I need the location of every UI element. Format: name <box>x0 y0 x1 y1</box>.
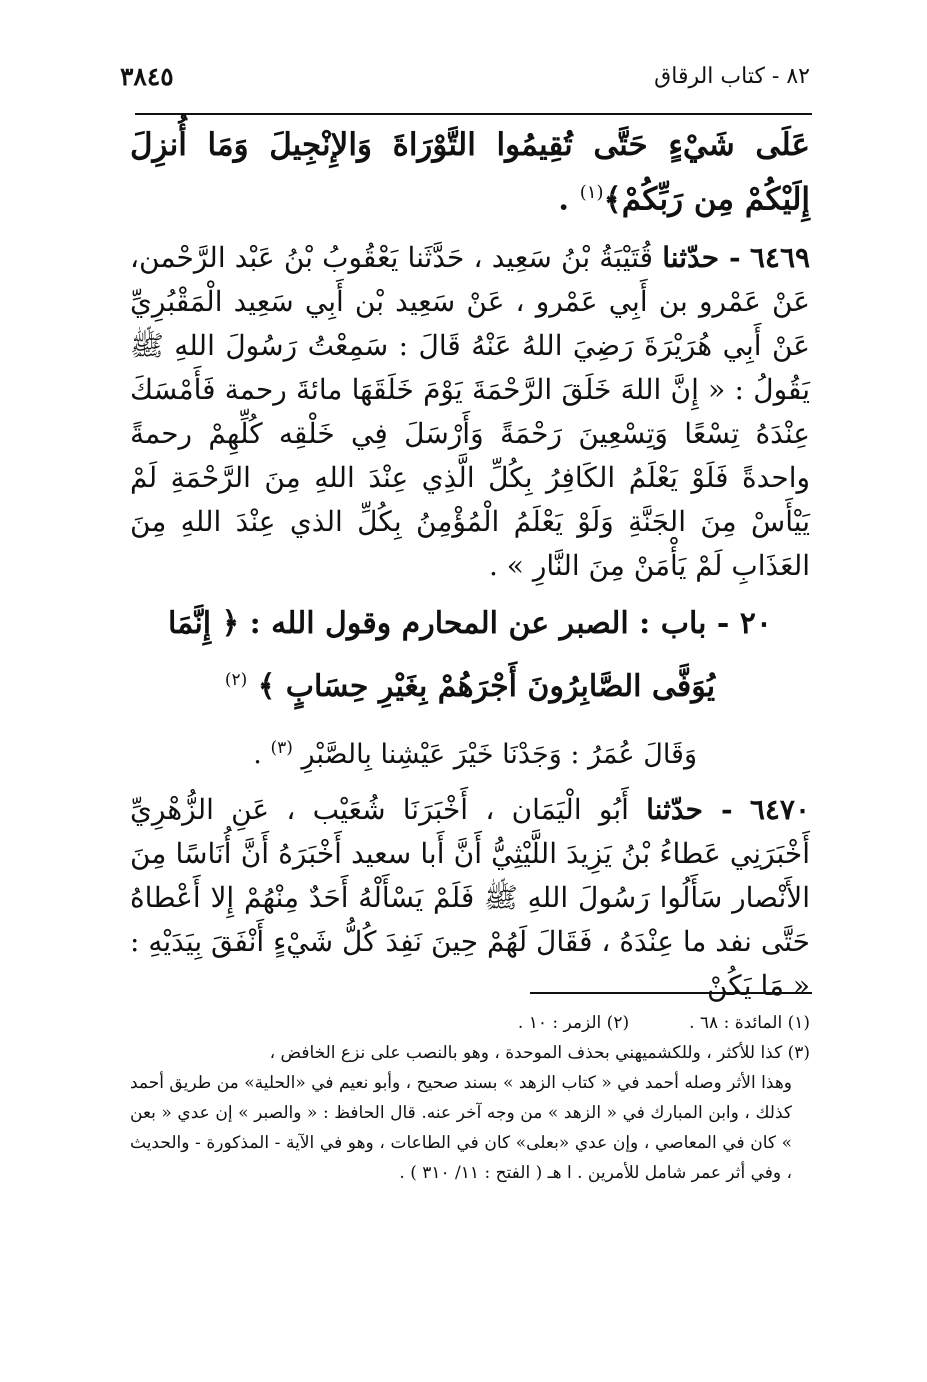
footnote-row <box>130 1008 810 1038</box>
hadith-lead: - حدّثنا <box>662 241 741 274</box>
hadith-text: أَبُو الْيَمَان ، أَخْبَرَنَا شُعَيْب ، عَنِ الزُّهْرِيِّ أَخْبَرَنِي عَطاءُ بْنُ يَزِيدَ اللَّيْثِيُّ أَنَّ أَبا سعيد أَخْبَرَهُ أَنَّ أُنَاسًا مِنَ الأَنْصار سَأَلُوا رَسُولَ اللهِ ﷺ فَلَمْ يَسْأَلْهُ أَحَدٌ مِنْهُمْ إِلا أَعْطاهُ حَتَّى نفد ما عِنْدَهُ ، فَقَالَ لَهُمْ حِينَ نَفِدَ كُلُّ شَيْءٍ أَنْفَقَ بِيَدَيْهِ : « مَا يَكُنْ <box>130 793 810 1002</box>
hadith-6470 <box>130 788 810 1008</box>
quote-text: وَقَالَ عُمَرُ : وَجَدْنَا خَيْرَ عَيْشِنا بِالصَّبْرِ <box>301 739 697 770</box>
footnote-ref: (١) <box>579 182 604 203</box>
hadith-6469 <box>130 236 810 588</box>
hadith-text: قُتَيْبَةُ بْنُ سَعِيد ، حَدَّثَنا يَعْقُوبُ بْنُ عَبْد الرَّحْمن، عَنْ عَمْرو بن أَبِي عَمْرو ، عَنْ سَعِيد بْن أَبِي سَعِيد الْمَقْبُرِيِّ عَنْ أَبِي هُرَيْرَةَ رَضِيَ اللهُ عَنْهُ قَالَ : سَمِعْتُ رَسُولَ اللهِ ﷺ يَقُولُ : « إِنَّ اللهَ خَلَقَ الرَّحْمَةَ يَوْمَ خَلَقَهَا مائةَ رحمة فَأَمْسَكَ عِنْدَهُ تِسْعًا وَتِسْعِينَ رَحْمَةً وَأَرْسَلَ فِي خَلْقِه كُلِّهِمْ رحمةً واحدةً فَلَوْ يَعْلَمُ الكَافِرُ بِكُلِّ الَّذِي عِنْدَ اللهِ مِنَ الرَّحْمَةِ لَمْ يَيْأَسْ مِنَ الجَنَّةِ وَلَوْ يَعْلَمُ الْمُؤْمِنُ بِكُلِّ الذي عِنْدَ اللهِ مِنَ العَذَابِ لَمْ يَأْمَنْ مِنَ النَّارِ » . <box>130 241 810 582</box>
page-header <box>120 62 810 102</box>
header-divider <box>135 113 812 115</box>
footnote-3-body: وهذا الأثر وصله أحمد في « كتاب الزهد » بسند صحيح ، وأبو نعيم في «الحلية» من طريق أحمد كذلك ، وابن المبارك في « الزهد » من وجه آخر عنه. قال الحافظ : « والصبر » إن عدي « بعن » كان في المعاصي ، وإن عدي «بعلى» كان في الطاعات ، وهو في الآية - المذكورة - والحديث ، وفي أثر عمر شامل للأمرين . ا هـ ( الفتح : ١١/ ٣١٠ ) . <box>130 1073 792 1183</box>
hadith-lead: - حدّثنا <box>646 793 733 826</box>
omar-quote <box>253 738 697 770</box>
verse-end: . <box>558 181 580 218</box>
footnote-divider <box>530 992 812 994</box>
chapter-heading: ٢٠ - باب : الصبر عن المحارم وقول الله : ﴿ إِنَّمَا <box>167 606 773 641</box>
chapter-verse-text: يُوَفَّى الصَّابِرُونَ أَجْرَهُمْ بِغَيْرِ حِسَابٍ ﴾ <box>257 669 716 704</box>
footnote-2: (٢) الزمر : ١٠ . <box>517 1013 630 1033</box>
quran-verse <box>130 122 810 223</box>
footnotes <box>130 1008 810 1188</box>
quote-end: . <box>253 739 271 770</box>
footnote-1: (١) المائدة : ٦٨ . <box>689 1013 810 1033</box>
hadith-number: ٦٤٧٠ <box>749 793 810 826</box>
footnote-ref: (٢) <box>224 670 248 690</box>
page-number: ٣٨٤٥ <box>120 62 174 91</box>
running-title: ٨٢ - كتاب الرقاق <box>654 64 810 89</box>
footnote-ref: (٣) <box>270 738 293 758</box>
verse-text: عَلَى شَيْءٍ حَتَّى تُقِيمُوا التَّوْرَاةَ وَالإِنْجِيلَ وَمَا أُنزِلَ إِلَيْكُمْ مِن رَبِّكُمْ﴾ <box>130 127 810 218</box>
chapter-heading-verse <box>130 656 810 711</box>
hadith-number: ٦٤٦٩ <box>749 241 811 274</box>
footnote-3-first-line: (٣) كذا للأكثر ، وللكشميهني بحذف الموحدة ، وهو بالنصب على نزع الخافض ، <box>269 1043 810 1063</box>
